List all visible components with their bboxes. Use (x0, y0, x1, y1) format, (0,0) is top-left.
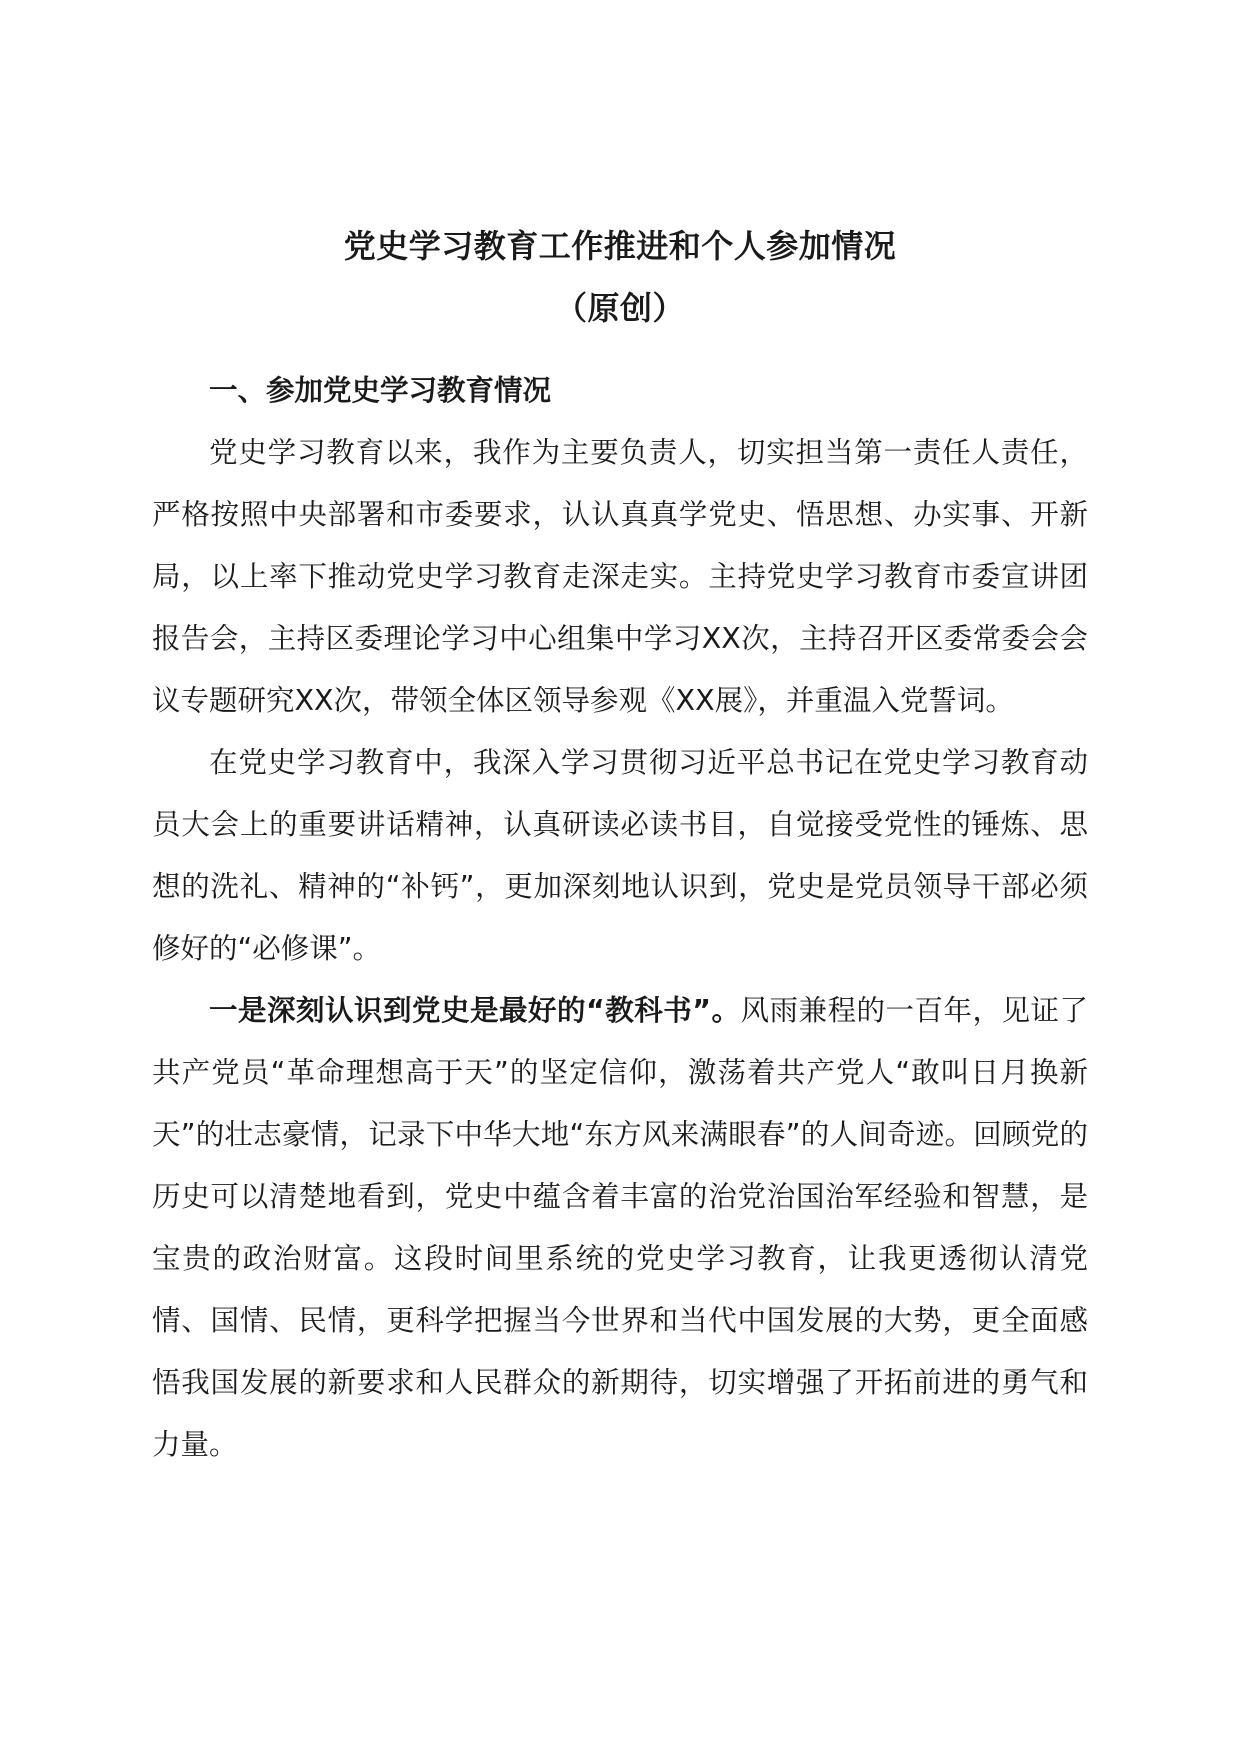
document-subtitle: （原创） (554, 289, 685, 327)
paragraph-3 (152, 980, 1088, 1476)
section-heading: 一、参加党史学习教育情况 (209, 374, 552, 407)
paragraph-2: 在党史学习教育中，我深入学习贯彻习近平总书记在党史学习教育动员大会上的重要讲话精神，认真研读必读书目，自觉接受党性的锤炼、思想的洗礼、精神的“补钙”，更加深刻地认识到，党史是党员领导干部必须修好的“必修课”。 (152, 746, 1088, 965)
document-title: 党史学习教育工作推进和个人参加情况 (343, 227, 897, 265)
paragraph-3-lead: 一是深刻认识到党史是最好的“教科书”。 (209, 994, 741, 1027)
paragraph-3-body: 风雨兼程的一百年，见证了共产党员“革命理想高于天”的坚定信仰，激荡着共产党人“敢叫日月换新天”的壮志豪情，记录下中华大地“东方风来满眼春”的人间奇迹。回顾党的历史可以清楚地看到，党史中蕴含着丰富的治党治国治军经验和智慧，是宝贵的政治财富。这段时间里系统的党史学习教育，让我更透彻认清党情、国情、民情，更科学把握当今世界和当代中国发展的大势，更全面感悟我国发展的新要求和人民群众的新期待，切实增强了开拓前进的勇气和力量。 (152, 994, 1088, 1461)
paragraph-1: 党史学习教育以来，我作为主要负责人，切实担当第一责任人责任，严格按照中央部署和市委要求，认认真真学党史、悟思想、办实事、开新局，以上率下推动党史学习教育走深走实。主持党史学习教育市委宣讲团报告会，主持区委理论学习中心组集中学习XX次，主持召开区委常委会会议专题研究XX次，带领全体区领导参观《XX展》，并重温入党誓词。 (152, 436, 1088, 717)
document-body (152, 360, 1088, 1476)
